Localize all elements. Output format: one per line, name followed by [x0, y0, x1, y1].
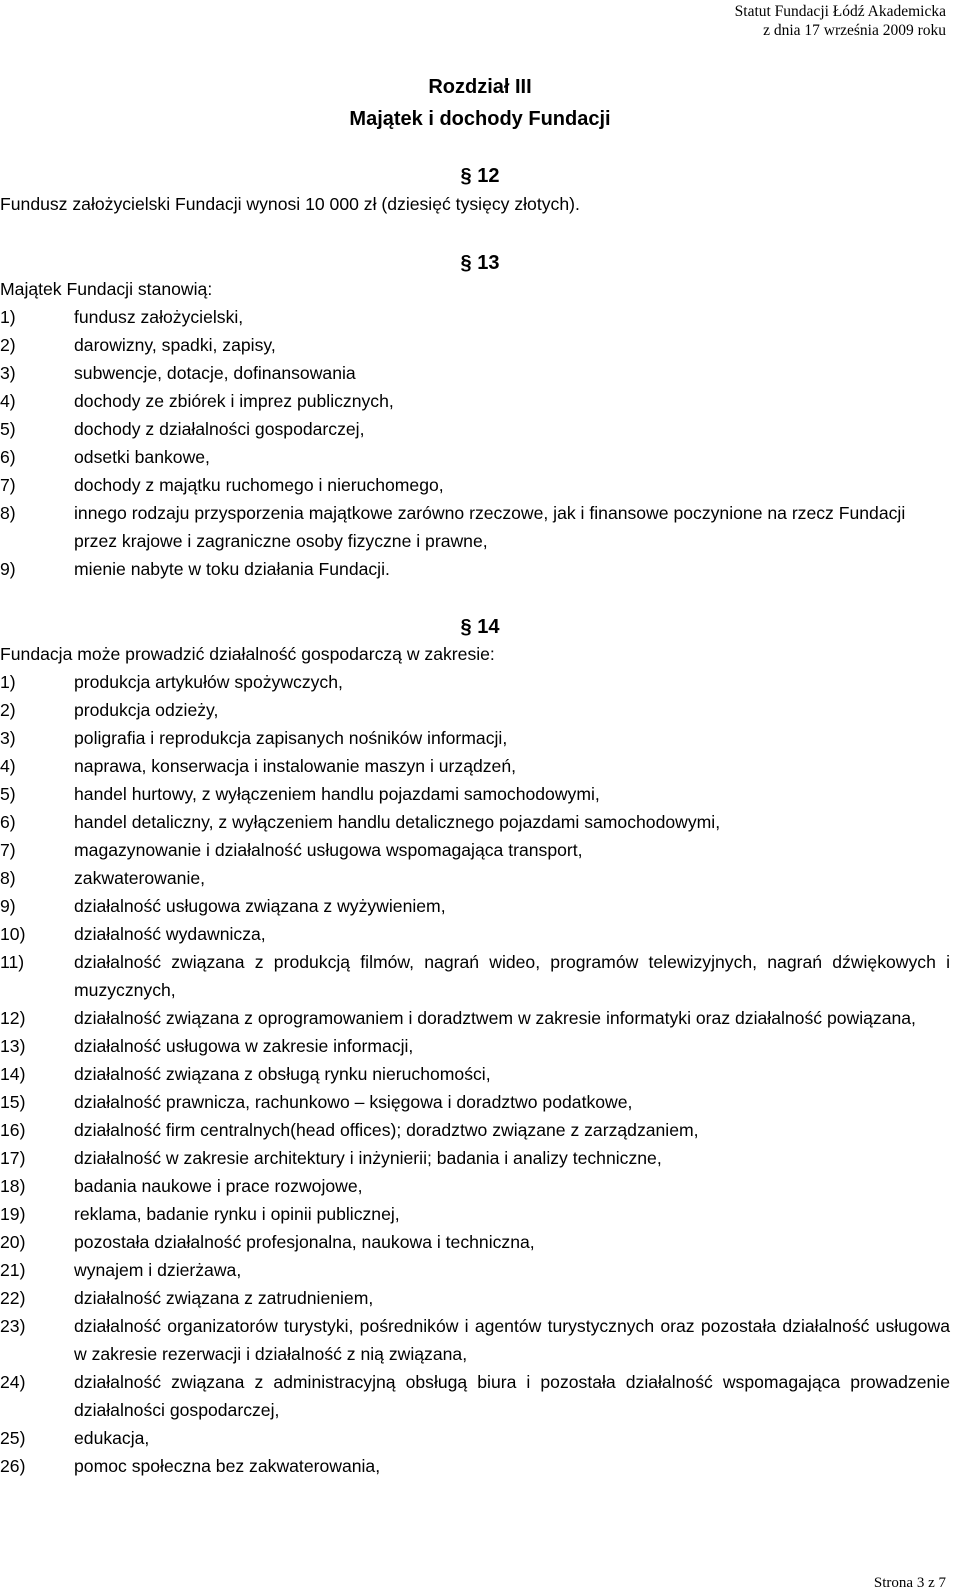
list-item: [0, 331, 950, 359]
footer-page-of: z: [928, 1575, 935, 1591]
list-item: [0, 1088, 950, 1116]
list-item-text: edukacja,: [74, 1428, 150, 1448]
list-item-number: 7): [0, 475, 16, 495]
list-item-number: 21): [0, 1260, 26, 1280]
list-item-number: 22): [0, 1288, 26, 1308]
list-item: [0, 724, 950, 752]
list-item-text: dochody z działalności gospodarczej,: [74, 419, 365, 439]
section-14-list: [0, 668, 950, 1480]
list-item: [0, 1228, 950, 1256]
list-item-text: produkcja artykułów spożywczych,: [74, 672, 343, 692]
list-item-number: 18): [0, 1176, 26, 1196]
list-item-number: 13): [0, 1036, 26, 1056]
section-14-intro: Fundacja może prowadzić działalność gospodarczą w zakresie:: [0, 644, 495, 664]
list-item-text: pomoc społeczna bez zakwaterowania,: [74, 1456, 381, 1476]
list-item-text: zakwaterowanie,: [74, 868, 206, 888]
list-item-number: 14): [0, 1064, 26, 1084]
list-item-number: 3): [0, 728, 16, 748]
list-item-text: odsetki bankowe,: [74, 447, 210, 467]
list-item: [0, 443, 950, 471]
header-document-date: z dnia 17 września 2009 roku: [763, 22, 946, 39]
list-item: [0, 1060, 950, 1088]
section-14-number: § 14: [460, 616, 500, 638]
chapter-subtitle: Majątek i dochody Fundacji: [349, 108, 611, 130]
list-item-number: 15): [0, 1092, 26, 1112]
page-footer: [874, 1574, 946, 1592]
list-item-text: darowizny, spadki, zapisy,: [74, 335, 276, 355]
list-item-text: działalność związana z obsługą rynku nieruchomości,: [74, 1064, 491, 1084]
list-item-number: 5): [0, 784, 16, 804]
list-item-text: reklama, badanie rynku i opinii publicznej,: [74, 1204, 400, 1224]
list-item: [0, 808, 950, 836]
header-document-title: Statut Fundacji Łódź Akademicka: [734, 3, 946, 20]
list-item-number: 23): [0, 1316, 26, 1336]
list-item-text: wynajem i dzierżawa,: [74, 1260, 242, 1280]
list-item-number: 8): [0, 868, 16, 888]
list-item-text: handel detaliczny, z wyłączeniem handlu detalicznego pojazdami samochodowymi,: [74, 812, 721, 832]
section-12-text: Fundusz założycielski Fundacji wynosi 10 000 zł (dziesięć tysięcy złotych).: [0, 194, 580, 214]
list-item: [0, 1424, 950, 1452]
list-item: [0, 1452, 950, 1480]
list-item-number: 12): [0, 1008, 26, 1028]
list-item: [0, 948, 950, 1004]
footer-page-current: 3: [916, 1575, 925, 1591]
list-item: [0, 471, 950, 499]
list-item-number: 20): [0, 1232, 26, 1252]
list-item-text: handel hurtowy, z wyłączeniem handlu pojazdami samochodowymi,: [74, 784, 600, 804]
chapter-title: Rozdział III: [428, 76, 532, 98]
list-item-text: magazynowanie i działalność usługowa wspomagająca transport,: [74, 840, 583, 860]
list-item-text: dochody ze zbiórek i imprez publicznych,: [74, 391, 394, 411]
list-item-number: 6): [0, 447, 16, 467]
list-item: [0, 864, 950, 892]
list-item: [0, 1200, 950, 1228]
list-item-text: mienie nabyte w toku działania Fundacji.: [74, 559, 390, 579]
list-item: [0, 1032, 950, 1060]
list-item: [0, 892, 950, 920]
list-item: [0, 415, 950, 443]
list-item-number: 3): [0, 363, 16, 383]
list-item-text: działalność usługowa związana z wyżywieniem,: [74, 896, 446, 916]
list-item: [0, 1312, 950, 1368]
list-item: [0, 359, 950, 387]
section-13-number: § 13: [460, 252, 500, 274]
list-item-text: dochody z majątku ruchomego i nieruchomego,: [74, 475, 444, 495]
list-item-number: 10): [0, 924, 26, 944]
list-item-number: 11): [0, 952, 25, 972]
list-item-text: działalność w zakresie architektury i inżynierii; badania i analizy techniczne,: [74, 1148, 662, 1168]
list-item: [0, 780, 950, 808]
footer-page-total: 7: [938, 1575, 946, 1591]
list-item-text: produkcja odzieży,: [74, 700, 219, 720]
list-item-text: działalność związana z administracyjną obsługą biura i pozostała działalność wspomagająca prowadzenie działalności gospodarczej,: [74, 1372, 950, 1420]
list-item: [0, 920, 950, 948]
list-item: [0, 1256, 950, 1284]
list-item-number: 6): [0, 812, 16, 832]
list-item: [0, 696, 950, 724]
list-item-number: 16): [0, 1120, 26, 1140]
list-item-number: 9): [0, 559, 16, 579]
list-item: [0, 836, 950, 864]
list-item-number: 24): [0, 1372, 26, 1392]
list-item-text: działalność związana z oprogramowaniem i doradztwem w zakresie informatyki oraz działalność powiązana,: [74, 1008, 916, 1028]
list-item-text: działalność firm centralnych(head offices); doradztwo związane z zarządzaniem,: [74, 1120, 699, 1140]
list-item-text: działalność usługowa w zakresie informacji,: [74, 1036, 414, 1056]
list-item-text: fundusz założycielski,: [74, 307, 244, 327]
list-item-number: 9): [0, 896, 16, 916]
page-header: [735, 2, 946, 40]
list-item: [0, 303, 950, 331]
list-item: [0, 1004, 950, 1032]
section-12-number: § 12: [460, 165, 500, 187]
list-item: [0, 555, 950, 583]
list-item: [0, 1144, 950, 1172]
list-item: [0, 752, 950, 780]
list-item-number: 8): [0, 503, 16, 523]
list-item-number: 25): [0, 1428, 26, 1448]
list-item-text: działalność związana z produkcją filmów, nagrań wideo, programów telewizyjnych, nagrań dźwiękowych i muzycznych,: [74, 952, 950, 1000]
list-item-text: badania naukowe i prace rozwojowe,: [74, 1176, 363, 1196]
list-item-text: pozostała działalność profesjonalna, naukowa i techniczna,: [74, 1232, 535, 1252]
list-item-number: 19): [0, 1204, 26, 1224]
list-item-number: 4): [0, 756, 16, 776]
list-item: [0, 499, 950, 555]
list-item-text: działalność wydawnicza,: [74, 924, 266, 944]
list-item-number: 17): [0, 1148, 26, 1168]
list-item-number: 2): [0, 700, 16, 720]
list-item-number: 4): [0, 391, 16, 411]
list-item-text: działalność organizatorów turystyki, pośredników i agentów turystycznych oraz pozostała działalność usługowa w zakresie rezerwacji i działalność z nią związana,: [74, 1316, 950, 1364]
list-item-number: 26): [0, 1456, 26, 1476]
chapter-heading: [0, 71, 960, 135]
list-item-text: działalność związana z zatrudnieniem,: [74, 1288, 374, 1308]
list-item: [0, 1284, 950, 1312]
footer-page-label: Strona: [873, 1575, 914, 1591]
list-item: [0, 668, 950, 696]
list-item-number: 2): [0, 335, 16, 355]
list-item-number: 5): [0, 419, 16, 439]
list-item: [0, 387, 950, 415]
list-item-text: subwencje, dotacje, dofinansowania: [74, 363, 356, 383]
list-item-number: 7): [0, 840, 16, 860]
list-item-text: naprawa, konserwacja i instalowanie maszyn i urządzeń,: [74, 756, 517, 776]
list-item: [0, 1368, 950, 1424]
list-item-text: poligrafia i reprodukcja zapisanych nośników informacji,: [74, 728, 508, 748]
list-item-number: 1): [0, 307, 16, 327]
list-item-text: działalność prawnicza, rachunkowo – księgowa i doradztwo podatkowe,: [74, 1092, 633, 1112]
section-13-intro: Majątek Fundacji stanowią:: [0, 279, 213, 299]
list-item: [0, 1116, 950, 1144]
list-item: [0, 1172, 950, 1200]
list-item-text: innego rodzaju przysporzenia majątkowe zarówno rzeczowe, jak i finansowe poczynione na rzecz Fundacji przez krajowe i zagraniczne osoby fizyczne i prawne,: [74, 503, 906, 551]
section-13-list: [0, 303, 950, 583]
list-item-number: 1): [0, 672, 16, 692]
